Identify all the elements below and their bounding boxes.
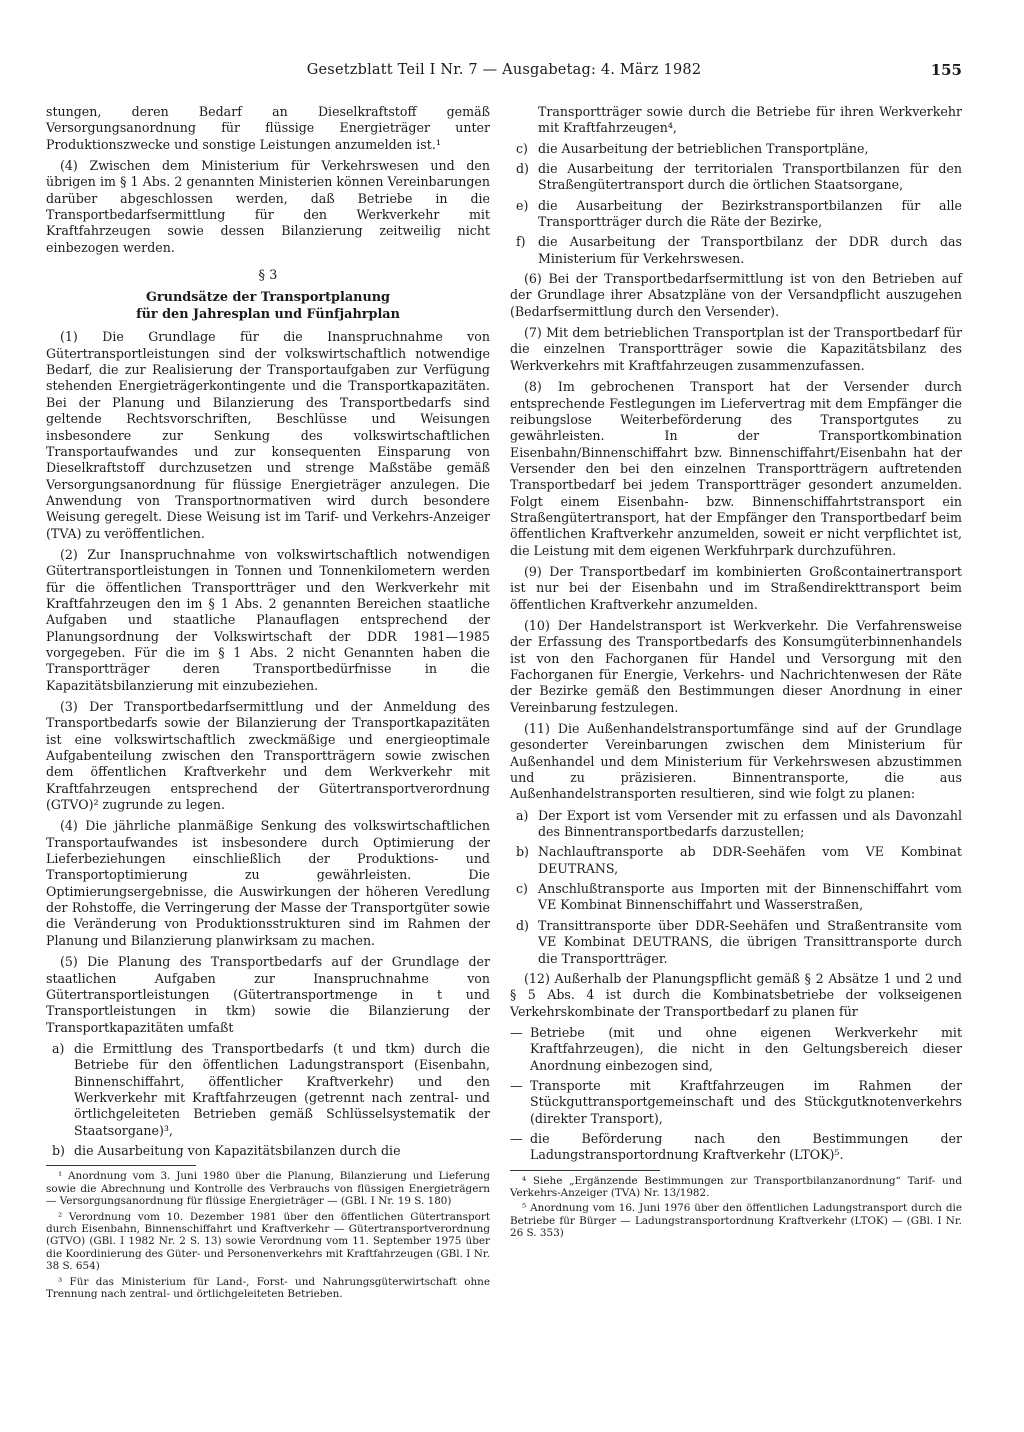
dash-marker: —: [510, 1077, 523, 1093]
dash-marker: —: [510, 1024, 523, 1040]
list-item: [510, 141, 962, 157]
section-3-paragraph-3: (3) Der Transportbedarfsermittlung und der Anmeldung des Transportbedarfs sowie der Bilanzierung der Transportkapazitäten ist eine volkswirtschaftlich zweckmäßige und energieoptimale Aufgabenteilung zwischen den Transportträgern sowie zwischen dem öffentlichen Kraftverkehr und dem Werkverkehr mit Kraftfahrzeugen entsprechend der Gütertransportverordnung (GTVO)² zugrunde zu legen.: [46, 699, 490, 813]
section-3-paragraph-6: (6) Bei der Transportbedarfsermittlung ist von den Betrieben auf der Grundlage ihrer Absatzpläne von der Versandpflicht auszugehen (Bedarfsermittlung durch den Versender).: [510, 271, 962, 319]
dash-marker: —: [510, 1130, 523, 1146]
section-3-paragraph-9: (9) Der Transportbedarf im kombinierten Großcontainertransport ist nur bei der Eisenbahn und im Straßendirekttransport beim öffentlichen Kraftverkehr anzumelden.: [510, 563, 962, 612]
list-item-text: Nachlauftransporte ab DDR-Seehäfen vom VE Kombinat DEUTRANS,: [538, 844, 962, 876]
list-item-text: die Ausarbeitung der Transportbilanz der DDR durch das Ministerium für Verkehrswesen.: [538, 234, 962, 266]
list-marker: f): [516, 234, 526, 250]
list-item-text: Transittransporte über DDR-Seehäfen und Straßentransite vom VE Kombinat DEUTRANS, die übrigen Transittransporte durch die Transportträger.: [538, 917, 962, 966]
section-title: [46, 290, 490, 323]
section-3-paragraph-8: (8) Im gebrochenen Transport hat der Versender durch entsprechende Festlegungen im Liefervertrag mit dem Empfänger die reibungslose Weiterbeförderung des Transportgutes zu gewährleisten. In der Transportkombination Eisenbahn/Binnenschiffahrt bzw. Binnenschiffahrt/Eisenbahn hat der Versender den bei den einzelnen Transportträgern auftretenden Transportbedarf bei jedem Transportträger gesondert anzumelden. Folgt einem Eisenbahn- bzw. Binnenschiffahrtstransport ein Straßengütertransport, hat der Empfänger den Transportbedarf beim öffentlichen Kraftverkehr anzumelden, soweit er nicht verpflichtet ist, die Leistung mit dem eigenen Werkfuhrpark durchzuführen.: [510, 379, 962, 558]
section-3-paragraph-1: (1) Die Grundlage für die Inanspruchnahme von Gütertransportleistungen sind der volkswirtschaftlich notwendige Bedarf, die zur Realisierung der Transportaufgaben zur Verfügung stehenden Energieträgerkontingente und die Transportkapazitäten. Bei der Planung und Bilanzierung des Transportbedarfs sind geltende Rechtsvorschriften, Beschlüsse und Weisungen insbesondere zur Senkung des volkswirtschaftlichen Transportaufwandes und zur konsequenten Einsparung von Dieselkraftstoff durchzusetzen und strenge Maßstäbe gemäß Versorgungsanordnung für flüssige Energieträger anzulegen. Die Anwendung von Transportnormativen wird durch besondere Weisung geregelt. Diese Weisung ist im Tarif- und Verkehrs-Anzeiger (TVA) zu veröffentlichen.: [46, 329, 490, 541]
right-column: [510, 104, 962, 1243]
list-item-text: Anschlußtransporte aus Importen mit der Binnenschiffahrt vom VE Kombinat Binnenschiffahrt und Wasserstraßen,: [538, 881, 962, 913]
list-item: [510, 198, 962, 231]
list-item-text: die Ausarbeitung der betrieblichen Transportpläne,: [538, 140, 869, 156]
list-marker: d): [516, 917, 529, 933]
section-3-paragraph-11: (11) Die Außenhandelstransportumfänge sind auf der Grundlage gesonderter Vereinbarungen zwischen dem Ministerium für Außenhandel und dem Ministerium für Verkehrswesen abzustimmen und zu präzisieren. Binnentransporte, die aus Außenhandelstransporten resultieren, sind wie folgt zu planen:: [510, 721, 962, 802]
list-item-text: Transportträger sowie durch die Betriebe für ihren Werkverkehr mit Kraftfahrzeugen⁴,: [538, 104, 962, 136]
dash-item: [510, 1131, 962, 1164]
section-number: § 3: [258, 268, 278, 284]
footnote-3: ³ Für das Ministerium für Land-, Forst- und Nahrungsgüterwirtschaft ohne Trennung nach zentral- und örtlichgeleiteten Betrieben.: [46, 1275, 490, 1300]
list-item-text: die Ausarbeitung von Kapazitätsbilanzen durch die: [74, 1142, 401, 1158]
header-title: Gesetzblatt Teil I Nr. 7 — Ausgabetag: 4. März 1982: [306, 62, 702, 78]
list-item-text: Der Export ist vom Versender mit zu erfassen und als Davonzahl des Binnentransportbedarfs darzustellen;: [538, 807, 962, 840]
dash-item: [510, 1025, 962, 1074]
list-item-continued: [510, 104, 962, 137]
list-marker: b): [52, 1142, 65, 1158]
footnote-divider: [46, 1165, 196, 1166]
footnote-4: ⁴ Siehe „Ergänzende Bestimmungen zur Transportbilanzanordnung“ Tarif- und Verkehrs-Anzeiger (TVA) Nr. 13/1982.: [510, 1174, 962, 1200]
section-title-line-1: Grundsätze der Transportplanung: [145, 290, 390, 306]
list-item: [510, 881, 962, 914]
section-title-line-2: für den Jahresplan und Fünfjahrplan: [136, 306, 400, 322]
paragraph-4: (4) Zwischen dem Ministerium für Verkehrswesen und den übrigen im § 1 Abs. 2 genannten Ministerien können Vereinbarungen darüber abgeschlossen werden, daß Betriebe in die Transportbedarfsermittlung für den Werkverkehr mit Kraftfahrzeugen sowie dessen Bilanzierung zeitweilig nicht einbezogen werden.: [46, 158, 490, 255]
list-marker-spacer: [510, 104, 538, 137]
footnote-1: ¹ Anordnung vom 3. Juni 1980 über die Planung, Bilanzierung und Lieferung sowie die Abrechnung und Kontrolle des Verbrauchs von flüssigen Energieträgern — Versorgungsanordnung für flüssige Energieträger — (GBl. I Nr. 19 S. 180): [46, 1170, 490, 1208]
section-3-paragraph-7: (7) Mit dem betrieblichen Transportplan ist der Transportbedarf für die einzelnen Transportträger sowie die Kapazitätsbilanz des Werkverkehrs mit Kraftfahrzeugen zusammenzufassen.: [510, 325, 962, 373]
dash-item-text: die Beförderung nach den Bestimmungen der Ladungstransportordnung Kraftverkehr (LTOK)⁵.: [530, 1130, 962, 1163]
list-marker: b): [516, 844, 529, 860]
dash-item-text: Betriebe (mit und ohne eigenen Werkverkehr mit Kraftfahrzeugen), die nicht in den Geltungsbereich dieser Anordnung einbezogen sind,: [530, 1024, 962, 1073]
dash-item: [510, 1078, 962, 1127]
section-3-paragraph-10: (10) Der Handelstransport ist Werkverkehr. Die Verfahrensweise der Erfassung des Transportbedarfs des Konsumgüterbinnenhandels ist von den Fachorganen für Handel und Versorgung mit den Fachorganen für Energie, Verkehrs- und Nachrichtenwesen der Räte der Bezirke gemäß den Bestimmungen dieser Anordnung in einer Vereinbarung festzulegen.: [510, 617, 962, 715]
list-item: [510, 234, 962, 267]
list-item: [510, 808, 962, 841]
page-number: 155: [930, 61, 962, 79]
list-item-text: die Ausarbeitung der territorialen Transportbilanzen für den Straßengütertransport durch die örtlichen Staatsorgane,: [538, 161, 962, 193]
page-header: [46, 58, 962, 86]
list-item-text: die Ausarbeitung der Bezirkstransportbilanzen für alle Transportträger durch die Räte der Bezirke,: [538, 197, 962, 230]
list-item: [510, 844, 962, 877]
footnote-5: ⁵ Anordnung vom 16. Juni 1976 über den öffentlichen Ladungstransport durch die Betriebe für Bürger — Ladungstransportordnung Kraftverkehr (LTOK) — (GBl. I Nr. 26 S. 353): [510, 1202, 962, 1240]
list-item: [510, 918, 962, 967]
footnote-divider: [510, 1170, 660, 1171]
list-marker: c): [516, 140, 528, 156]
list-item-text: die Ermittlung des Transportbedarfs (t und tkm) durch die Betriebe für den öffentlichen Ladungstransport (Eisenbahn, Binnenschiffahrt, öffentlicher Kraftverkehr) und den Werkverkehr mit Kraftfahrzeugen (getrennt nach zentral- und örtlichgeleiteten Betrieben gemäß Schlüsselsystematik der Staatsorgane)³,: [74, 1040, 490, 1138]
section-3-paragraph-5: (5) Die Planung des Transportbedarfs auf der Grundlage der staatlichen Aufgaben zur Inanspruchnahme von Gütertransportleistungen (Gütertransportmenge in t und Transportleistungen in tkm) sowie die Bilanzierung der Transportkapazitäten umfaßt: [46, 954, 490, 1035]
list-marker: d): [516, 161, 529, 177]
list-item: [510, 161, 962, 194]
left-column: [46, 104, 490, 1303]
list-marker: e): [516, 197, 529, 213]
footnote-2: ² Verordnung vom 10. Dezember 1981 über den öffentlichen Gütertransport durch Eisenbahn, Binnenschiffahrt und Kraftverkehr — Gütertransportverordnung (GTVO) (GBl. I 1982 Nr. 2 S. 13) sowie Verordnung vom 11. September 1975 über die Koordinierung des Güter- und Personenverkehrs mit Kraftfahrzeugen (GBl. I Nr. 38 S. 654): [46, 1210, 490, 1273]
list-item: [46, 1143, 490, 1159]
list-marker: a): [516, 807, 529, 823]
dash-item-text: Transporte mit Kraftfahrzeugen im Rahmen der Stückguttransportgemeinschaft und des Stückgutknotenverkehrs (direkter Transport),: [530, 1077, 962, 1126]
paragraph-continued: stungen, deren Bedarf an Dieselkraftstoff gemäß Versorgungsanordnung für flüssige Energieträger unter Produktionszwecke und sonstige Leistungen anzumelden ist.¹: [46, 104, 490, 152]
list-item: [46, 1041, 490, 1139]
section-3-paragraph-2: (2) Zur Inanspruchnahme von volkswirtschaftlich notwendigen Gütertransportleistungen in Tonnen und Tonnenkilometern werden für die öffentlichen Transportträger und den Werkverkehr mit Kraftfahrzeugen den im § 1 Abs. 2 genannten Bereichen staatliche Aufgaben und staatliche Planauflagen entsprechend der Planungsordnung der Volkswirtschaft der DDR 1981—1985 vorgegeben. Für die im § 1 Abs. 2 nicht Genannten haben die Transportträger deren Transportbedürfnisse in die Kapazitätsbilanzierung mit einzubeziehen.: [46, 546, 490, 693]
list-marker: a): [52, 1040, 65, 1056]
list-marker: c): [516, 881, 528, 897]
section-3-paragraph-12: (12) Außerhalb der Planungspflicht gemäß § 2 Absätze 1 und 2 und § 5 Abs. 4 ist durch die Kombinatsbetriebe der volkseigenen Verkehrskombinate der Transportbedarf zu planen für: [510, 970, 962, 1019]
section-3-paragraph-4: (4) Die jährliche planmäßige Senkung des volkswirtschaftlichen Transportaufwandes ist insbesondere durch Optimierung der Lieferbeziehungen einschließlich der Produktions- und Transportoptimierung zu gewährleisten. Die Optimierungsergebnisse, die Auswirkungen der höheren Veredlung der Rohstoffe, die Verringerung der Masse der Transportgüter sowie die Veränderung von Produktionsstrukturen sind im Rahmen der Planung und Bilanzierung planwirksam zu machen.: [46, 818, 490, 948]
